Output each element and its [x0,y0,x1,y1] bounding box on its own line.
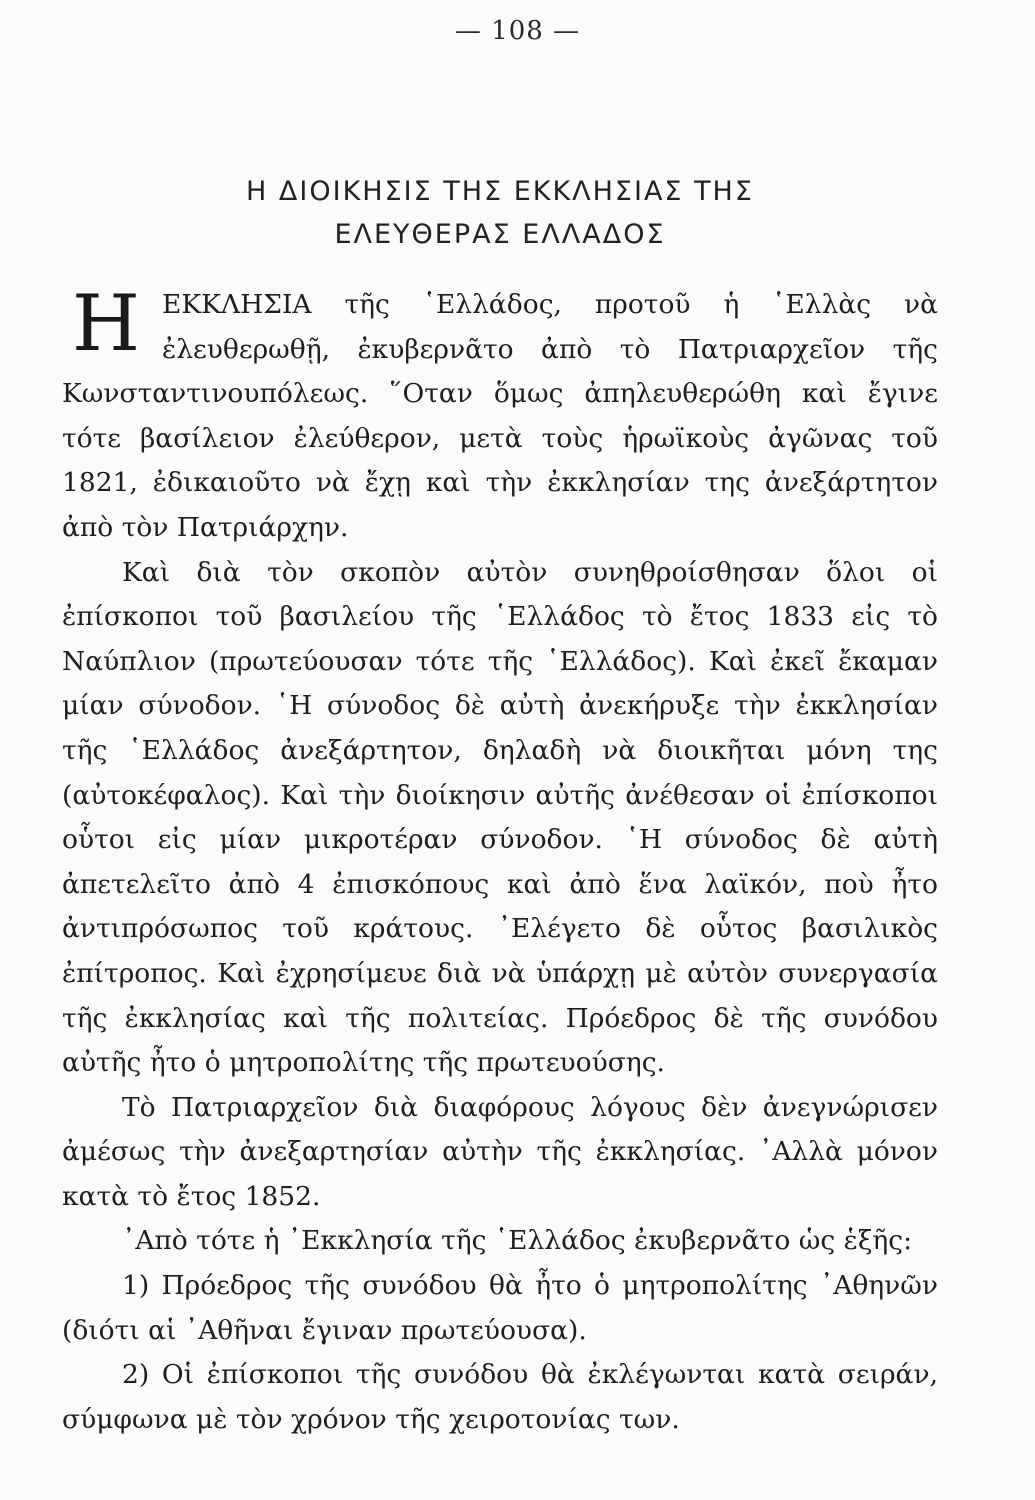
paragraph-4: ᾿Απὸ τότε ἡ ᾿Εκκλησία τῆς ῾Ελλάδος ἐκυβερνᾶτο ὡς ἑξῆς: [122,1225,913,1257]
list-item-1: 1) Πρόεδρος τῆς συνόδου θὰ ἦτο ὁ μητροπολίτης ᾿Αθηνῶν (διότι αἱ ᾿Αθῆναι ἔγιναν πρωτεύουσα). [62,1270,938,1346]
paragraph-1 [62,279,938,551]
paragraph-1-text: ΕΚΚΛΗΣΙΑ τῆς ῾Ελλάδος, προτοῦ ἡ ῾Ελλὰς νὰ ἐλευθερωθῇ, ἐκυβερνᾶτο ἀπὸ τὸ Πατριαρχεῖον τῆς Κωνσταντινουπόλεως. ῞Οταν ὅμως ἀπηλευθερώθη καὶ ἔγινε τότε βασίλειον ἐλεύθερον, μετὰ τοὺς ἡρωϊκοὺς ἀγῶνας τοῦ 1821, ἐδικαιοῦτο νὰ ἔχῃ καὶ τὴν ἐκκλησίαν της ἀνεξάρτητον ἀπὸ τὸν Πατριάρχην. [62,289,938,543]
chapter-title-line-1: Η ΔΙΟΙΚΗΣΙΣ ΤΗΣ ΕΚΚΛΗΣΙΑΣ ΤΗΣ [246,176,754,207]
body-text [62,279,938,1442]
drop-cap: Η [72,279,141,369]
chapter-title-line-2: ΕΛΕΥΘΕΡΑΣ ΕΛΛΑΔΟΣ [334,219,666,250]
page-number: — 108 — [454,16,581,46]
list-item-2: 2) Οἱ ἐπίσκοποι τῆς συνόδου θὰ ἐκλέγωνται κατὰ σειράν, σύμφωνα μὲ τὸν χρόνον τῆς χειροτονίας των. [62,1359,938,1435]
paragraph-2: Καὶ διὰ τὸν σκοπὸν αὐτὸν συνηθροίσθησαν ὅλοι οἱ ἐπίσκοποι τοῦ βασιλείου τῆς ῾Ελλάδος τὸ ἔτος 1833 εἰς τὸ Ναύπλιον (πρωτεύουσαν τότε τῆς ῾Ελλάδος). Καὶ ἐκεῖ ἔκαμαν μίαν σύνοδον. ῾Η σύνοδος δὲ αὐτὴ ἀνεκήρυξε τὴν ἐκκλησίαν τῆς ῾Ελλάδος ἀνεξάρτητον, δηλαδὴ νὰ διοικῆται μόνη της (αὐτοκέφαλος). Καὶ τὴν διοίκησιν αὐτῆς ἀνέθεσαν οἱ ἐπίσκοποι οὗτοι εἰς μίαν μικροτέραν σύνοδον. ῾Η σύνοδος δὲ αὐτὴ ἀπετελεῖτο ἀπὸ 4 ἐπισκόπους καὶ ἀπὸ ἕνα λαϊκόν, ποὺ ἦτο ἀντιπρόσωπος τοῦ κράτους. ᾿Ελέγετο δὲ οὗτος βασιλικὸς ἐπίτροπος. Καὶ ἐχρησίμευε διὰ νὰ ὑπάρχῃ μὲ αὐτὸν συνεργασία τῆς ἐκκλησίας καὶ τῆς πολιτείας. Πρόεδρος δὲ τῆς συνόδου αὐτῆς ἦτο ὁ μητροπολίτης τῆς πρωτευούσης. [62,556,938,1079]
paragraph-3: Τὸ Πατριαρχεῖον διὰ διαφόρους λόγους δὲν ἀνεγνώρισεν ἀμέσως τὴν ἀνεξαρτησίαν αὐτὴν τῆς ἐκκλησίας. ᾿Αλλὰ μόνον κατὰ τὸ ἔτος 1852. [62,1091,938,1212]
